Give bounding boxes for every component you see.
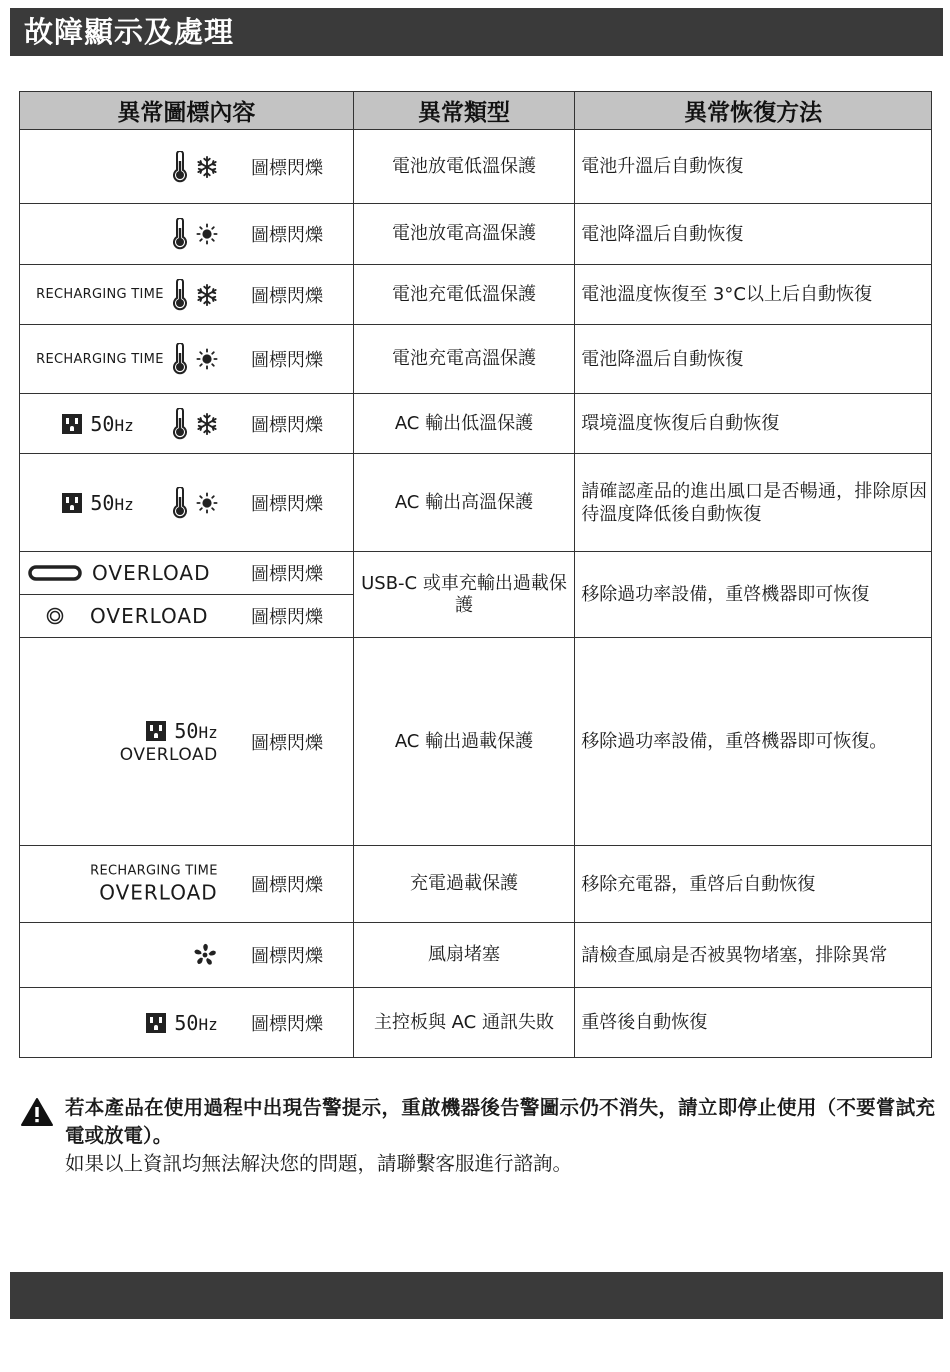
overload-text: OVERLOAD <box>119 744 218 765</box>
thermometer-icon <box>172 487 188 519</box>
warning-triangle-icon <box>20 1097 54 1127</box>
overload-text: OVERLOAD <box>90 604 209 628</box>
fault-type: 電池放電低溫保護 <box>353 130 574 204</box>
frequency-display <box>90 491 133 515</box>
overload-text: OVERLOAD <box>99 880 218 905</box>
sun-icon <box>196 348 218 370</box>
recharging-time-text: RECHARGING TIME <box>90 863 218 879</box>
icon-cell <box>20 552 354 595</box>
fault-type: USB-C 或車充輸出過載保護 <box>353 552 574 638</box>
thermometer-icon <box>172 218 188 250</box>
icon-cell <box>20 130 354 204</box>
icon-cell <box>20 394 354 454</box>
frequency-display <box>90 412 133 436</box>
ac-outlet-icon <box>62 414 82 434</box>
frequency-value: 50 <box>174 1010 199 1035</box>
table-row <box>20 454 932 552</box>
fault-type: 充電過載保護 <box>353 846 574 923</box>
icon-cell <box>20 204 354 265</box>
recovery-method: 電池升溫后自動恢復 <box>575 130 932 204</box>
frequency-display <box>174 1011 217 1035</box>
frequency-value: 50 <box>90 490 115 515</box>
table-row <box>20 638 932 846</box>
recovery-method: 電池降溫后自動恢復 <box>575 325 932 394</box>
snowflake-icon <box>196 156 218 178</box>
header-fault-type: 異常類型 <box>353 92 574 130</box>
ac-outlet-icon <box>146 721 166 741</box>
ac-outlet-icon <box>146 1013 166 1033</box>
frequency-unit: Hz <box>114 494 134 514</box>
recovery-method: 電池降溫后自動恢復 <box>575 204 932 265</box>
fault-type: 電池放電高溫保護 <box>353 204 574 265</box>
sun-icon <box>196 492 218 514</box>
fault-type: AC 輸出過載保護 <box>353 638 574 846</box>
icon-blink-label: 圖標閃爍 <box>251 493 323 515</box>
recovery-method: 移除過功率設備，重啓機器即可恢復 <box>575 552 932 638</box>
page-title: 故障顯示及處理 <box>24 15 235 49</box>
fault-type: 主控板與 AC 通訊失敗 <box>353 988 574 1058</box>
icon-cell <box>20 325 354 394</box>
recovery-method: 移除過功率設備，重啓機器即可恢復。 <box>575 638 932 846</box>
table-row <box>20 265 932 325</box>
table-header-row <box>20 92 932 130</box>
fault-type: AC 輸出高溫保護 <box>353 454 574 552</box>
recovery-method: 請檢查風扇是否被異物堵塞，排除異常 <box>575 923 932 988</box>
icon-blink-label: 圖標閃爍 <box>251 225 323 246</box>
icon-blink-label: 圖標閃爍 <box>251 285 323 307</box>
thermometer-icon <box>172 408 188 440</box>
frequency-unit: Hz <box>198 722 218 742</box>
recovery-method: 移除充電器，重啓后自動恢復 <box>575 846 932 923</box>
table-row <box>20 846 932 923</box>
footer-bar <box>10 1272 943 1319</box>
icon-blink-label: 圖標閃爍 <box>251 1013 323 1035</box>
fault-type: 電池充電高溫保護 <box>353 325 574 394</box>
thermometer-icon <box>172 343 188 375</box>
recovery-method: 電池溫度恢復至 3°C以上后自動恢復 <box>575 265 932 325</box>
icon-cell <box>20 638 354 846</box>
fault-type: 電池充電低溫保護 <box>353 265 574 325</box>
fault-type: AC 輸出低溫保護 <box>353 394 574 454</box>
table-row <box>20 988 932 1058</box>
table-row <box>20 204 932 265</box>
icon-cell <box>20 988 354 1058</box>
overload-text: OVERLOAD <box>92 561 211 585</box>
icon-blink-label: 圖標閃爍 <box>251 414 323 436</box>
frequency-value: 50 <box>174 718 199 743</box>
icon-blink-label: 圖標閃爍 <box>251 157 323 179</box>
table-row <box>20 552 932 595</box>
recharging-time-text: RECHARGING TIME <box>36 287 164 302</box>
icon-cell <box>20 595 354 638</box>
car-port-icon <box>46 607 64 625</box>
icon-blink-label: 圖標閃爍 <box>251 607 323 628</box>
fault-table <box>19 91 932 1058</box>
recovery-method: 重啓後自動恢復 <box>575 988 932 1058</box>
frequency-unit: Hz <box>198 1014 218 1034</box>
warning-bold-text: 若本產品在使用過程中出現告警提示，重啟機器後告警圖示仍不消失，請立即停止使用（不要嘗試充電或放電）。 <box>65 1096 935 1147</box>
icon-blink-label: 圖標閃爍 <box>251 946 323 967</box>
table-row <box>20 923 932 988</box>
thermometer-icon <box>172 151 188 183</box>
icon-blink-label: 圖標閃爍 <box>251 732 323 754</box>
recovery-method: 請確認產品的進出風口是否暢通，排除原因待溫度降低後自動恢復 <box>575 454 932 552</box>
table-row <box>20 325 932 394</box>
contact-support-text: 如果以上資訊均無法解決您的問題，請聯繫客服進行諮詢。 <box>65 1152 573 1175</box>
snowflake-icon <box>196 413 218 435</box>
table-row <box>20 130 932 204</box>
frequency-unit: Hz <box>114 415 134 435</box>
icon-blink-label: 圖標閃爍 <box>251 875 323 896</box>
usb-c-port-icon <box>28 565 82 581</box>
recovery-method: 環境溫度恢復后自動恢復 <box>575 394 932 454</box>
fan-icon <box>192 942 218 968</box>
frequency-display <box>174 719 217 743</box>
snowflake-icon <box>196 284 218 306</box>
icon-blink-label: 圖標閃爍 <box>251 350 323 371</box>
sun-icon <box>196 223 218 245</box>
table-row <box>20 394 932 454</box>
title-bar <box>10 8 943 56</box>
header-recovery-method: 異常恢復方法 <box>575 92 932 130</box>
icon-cell <box>20 454 354 552</box>
ac-outlet-icon <box>62 493 82 513</box>
icon-blink-label: 圖標閃爍 <box>251 564 323 585</box>
thermometer-icon <box>172 279 188 311</box>
icon-cell <box>20 265 354 325</box>
icon-cell <box>20 923 354 988</box>
header-icon-content: 異常圖標內容 <box>20 92 354 130</box>
fault-type: 風扇堵塞 <box>353 923 574 988</box>
recharging-time-text: RECHARGING TIME <box>36 351 164 367</box>
frequency-value: 50 <box>90 411 115 436</box>
icon-cell <box>20 846 354 923</box>
